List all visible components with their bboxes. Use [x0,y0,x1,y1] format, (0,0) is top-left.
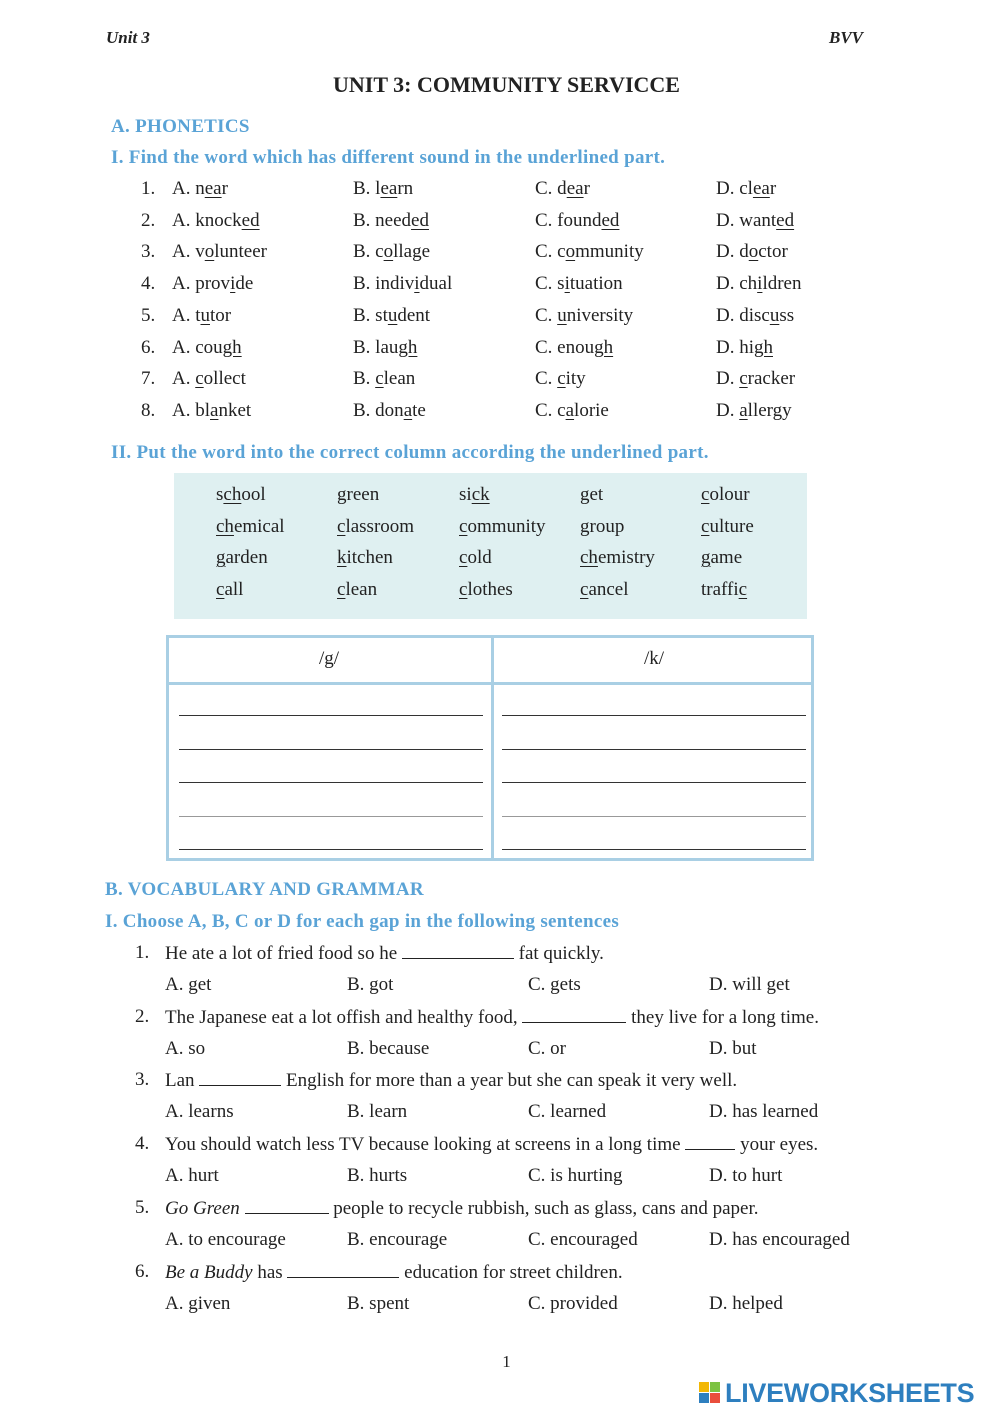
question-number: 2. [135,1005,150,1027]
question-sentence: The Japanese eat a lot offish and healthy food, they live for a long time. [165,1006,819,1028]
header-author-label: BVV [829,28,864,47]
answer-option: B. donate [353,399,426,421]
page-number: 1 [502,1352,511,1371]
answer-option: C. provided [528,1292,618,1314]
answer-line [502,816,806,817]
underlined-part: o [204,241,215,263]
question-sentence: He ate a lot of fried food so he fat quickly. [165,943,604,964]
answer-option: A. tutor [172,304,232,326]
word-box [174,473,807,619]
underlined-part: gh [222,336,242,358]
answer-option: C. gets [528,974,581,995]
answer-option: D. children [716,273,802,295]
answer-option: D. has encouraged [709,1228,850,1250]
part1-heading: I. Find the word which has different sound in the underlined part. [111,147,666,168]
underlined-part: c [216,579,225,601]
question-number: 4. [141,273,156,295]
word-item: clean [337,579,378,601]
underlined-part: c [337,515,346,537]
answer-option: D. high [716,336,773,358]
page-title: UNIT 3: COMMUNITY SERVICCE [333,72,680,97]
underlined-part: c [459,579,468,601]
sound-columns-table [166,635,814,861]
word-item: garden [216,547,268,569]
answer-option: B. clean [353,368,416,390]
answer-option: C. learned [528,1101,607,1123]
vocab-part1-heading: I. Choose A, B, C or D for each gap in the following sentences [105,911,620,932]
underlined-part: g [580,484,590,505]
underlined-part: ea [380,178,398,199]
underlined-part: ea [566,178,584,199]
answer-blank [287,1261,399,1278]
answer-option: D. discuss [716,304,795,326]
answer-option: A. so [165,1037,206,1059]
question-number: 2. [141,209,156,231]
underlined-part: i [564,273,570,295]
header-divider [169,682,811,685]
answer-option: C. is hurting [528,1165,623,1187]
question-sentence: Lan English for more than a year but she can speak it very well. [165,1070,738,1092]
italic-name: Be a Buddy [165,1261,253,1283]
question-number: 3. [135,1069,150,1091]
underlined-part: k [337,547,347,569]
underlined-part: ck [471,484,490,505]
answer-line [179,782,483,783]
answer-option: D. allergy [716,399,792,421]
underlined-part: u [200,304,210,326]
underlined-part: ch [216,515,234,537]
answer-line [502,749,806,750]
underlined-part: a [403,399,413,421]
question-number: 1. [135,942,150,963]
question-number: 1. [141,178,156,199]
answer-option: B. student [353,304,431,326]
word-item: community [459,515,546,537]
answer-option: D. clear [716,178,777,199]
word-item: classroom [337,515,415,537]
word-item: school [216,484,266,505]
underlined-part: i [757,273,763,295]
answer-option: B. hurts [347,1165,408,1187]
underlined-part: a [739,399,748,421]
answer-option: C. founded [535,209,620,231]
answer-option: C. or [528,1037,566,1059]
brand-name: LIVEWORKSHEETS [725,1378,975,1408]
underlined-part: c [337,579,346,601]
underlined-part: ch [580,547,598,569]
answer-option: B. spent [347,1292,410,1314]
answer-option: C. university [535,304,634,326]
answer-option: A. knocked [172,209,260,231]
answer-line [179,816,483,817]
answer-option: B. encourage [347,1228,448,1250]
answer-option: B. because [347,1037,430,1059]
logo-square-icon [699,1382,709,1392]
underlined-part: ed [601,209,620,231]
column-divider [491,638,494,858]
logo-square-icon [699,1393,709,1403]
underlined-part: c [557,368,566,390]
answer-option: B. needed [353,209,429,231]
answer-line [179,849,483,850]
column-header-k: /k/ [643,648,665,669]
underlined-part: o [565,241,576,263]
answer-option: D. doctor [716,241,788,263]
underlined-part: c [580,579,589,601]
answer-blank [685,1133,735,1150]
answer-line [502,849,806,850]
answer-option: C. dear [535,178,590,199]
underlined-part: o [748,241,759,263]
underlined-part: gh [398,336,418,358]
part2-heading: II. Put the word into the correct column according the underlined part. [111,442,709,463]
answer-option: B. laugh [353,336,418,358]
underlined-part: gh [754,336,773,358]
logo-square-icon [710,1393,720,1403]
word-item: green [337,484,380,505]
underlined-part: u [557,304,567,326]
question-sentence: You should watch less TV because looking at screens in a long time your eyes. [165,1134,819,1156]
header-unit-label: Unit 3 [106,28,150,47]
word-item: chemistry [580,547,655,569]
answer-option: B. individual [353,273,453,295]
underlined-part: g [216,547,226,569]
answer-option: D. to hurt [709,1165,783,1187]
word-item: cancel [580,579,629,601]
answer-line [502,782,806,783]
answer-option: A. learns [165,1101,234,1123]
answer-option: C. community [535,241,644,263]
answer-blank [522,1006,626,1023]
section-b-heading: B. VOCABULARY AND GRAMMAR [105,879,424,900]
answer-option: D. helped [709,1292,783,1314]
answer-option: C. encouraged [528,1228,638,1250]
word-item: game [701,547,743,569]
section-a-heading: A. PHONETICS [111,116,250,137]
answer-option: C. city [535,368,586,390]
underlined-part: u [769,304,780,326]
answer-option: D. cracker [716,368,796,390]
underlined-part: c [195,368,204,390]
answer-option: A. given [165,1292,231,1314]
question-number: 3. [141,241,156,263]
answer-option: A. blanket [172,399,252,421]
answer-option: B. collage [353,241,431,263]
underlined-part: c [459,515,468,537]
word-item: kitchen [337,547,393,569]
underlined-part: ea [204,178,222,199]
underlined-part: a [565,399,575,421]
underlined-part: g [701,547,711,569]
answer-option: A. to encourage [165,1228,286,1250]
underlined-part: ea [752,178,770,199]
answer-blank [245,1197,329,1214]
word-item: chemical [216,515,285,537]
word-item: traffic [701,579,748,601]
question-number: 7. [141,368,156,390]
answer-option: A. volunteer [172,241,267,263]
word-item: sick [459,484,490,505]
italic-name: Go Green [165,1197,240,1219]
underlined-part: o [383,241,394,263]
answer-option: D. will get [709,974,790,995]
question-number: 8. [141,399,156,421]
underlined-part: ch [223,484,242,505]
answer-option: A. get [165,974,212,995]
underlined-part: g [580,515,590,537]
underlined-part: ed [411,209,429,231]
underlined-part: ed [776,209,795,231]
answer-option: C. calorie [535,399,609,421]
question-sentence: Be a Buddy has education for street children. [165,1261,623,1283]
answer-line [179,715,483,716]
answer-blank [199,1069,281,1086]
answer-option: A. collect [172,368,246,390]
answer-option: A. cough [172,336,242,358]
underlined-part: g [337,484,347,505]
underlined-part: a [210,399,219,421]
answer-option: C. enough [535,336,614,358]
underlined-part: u [387,304,398,326]
word-item: group [580,515,625,537]
word-item: get [580,484,604,505]
question-number: 5. [135,1196,150,1218]
answer-option: D. but [709,1037,757,1059]
underlined-part: c [739,368,748,390]
word-item: cold [459,547,492,569]
answer-option: C. situation [535,273,623,295]
answer-option: D. has learned [709,1101,819,1123]
answer-option: A. near [172,178,228,199]
question-number: 6. [135,1260,150,1282]
answer-line [179,749,483,750]
underlined-part: c [701,515,710,537]
question-number: 6. [141,336,156,358]
answer-blank [402,942,514,959]
answer-option: D. wanted [716,209,795,231]
underlined-part: gh [594,336,614,358]
underlined-part: c [459,547,468,569]
column-header-g: /g/ [318,648,340,669]
question-sentence: Go Green people to recycle rubbish, such as glass, cans and paper. [165,1197,759,1219]
word-item: culture [701,515,754,537]
underlined-part: i [230,273,236,295]
underlined-part: c [375,368,384,390]
answer-line [502,715,806,716]
logo-square-icon [710,1382,720,1392]
answer-option: A. provide [172,273,254,295]
underlined-part: c [701,484,710,505]
word-item: colour [701,484,750,505]
answer-option: B. learn [353,178,414,199]
answer-option: B. learn [347,1101,408,1123]
underlined-part: ed [241,209,260,231]
word-item: call [216,579,244,601]
answer-option: A. hurt [165,1165,219,1187]
question-number: 4. [135,1133,150,1155]
answer-option: B. got [347,974,394,995]
word-item: clothes [459,579,513,601]
underlined-part: i [414,273,420,295]
question-number: 5. [141,304,156,326]
underlined-part: c [738,579,748,601]
